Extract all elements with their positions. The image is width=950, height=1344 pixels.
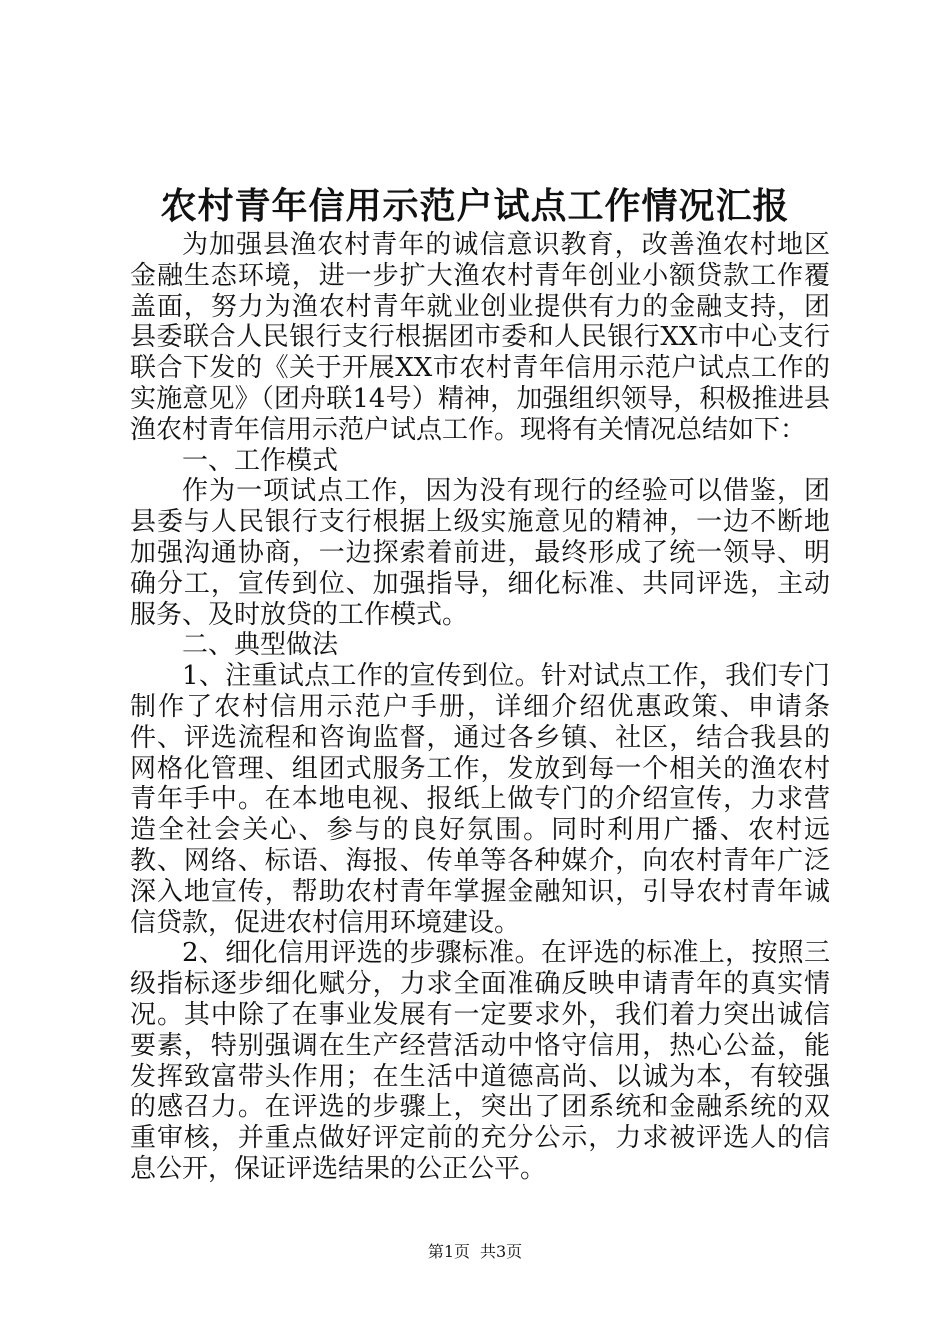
- document-body: [130, 230, 830, 1185]
- practice-1-paragraph: 1、注重试点工作的宣传到位。针对试点工作，我们专门制作了农村信用示范户手册，详细介绍优惠政策、申请条件、评选流程和咨询监督，通过各乡镇、社区，结合我县的网格化管理、组团式服务工作，发放到每一个相关的渔农村青年手中。在本地电视、报纸上做专门的介绍宣传，力求营造全社会关心、参与的良好氛围。同时利用广播、农村远教、网络、标语、海报、传单等各种媒介，向农村青年广泛深入地宣传，帮助农村青年掌握金融知识，引导农村青年诚信贷款，促进农村信用环境建设。: [130, 661, 830, 938]
- page-number: 第1页: [427, 1242, 470, 1261]
- section-heading-work-mode: 一、工作模式: [182, 445, 339, 476]
- page-footer: [0, 1241, 950, 1263]
- page-total: 共3页: [480, 1242, 523, 1261]
- section-heading-typical-practices: 二、典型做法: [182, 630, 339, 661]
- document-title: 农村青年信用示范户试点工作情况汇报: [160, 185, 790, 227]
- work-mode-paragraph: 作为一项试点工作，因为没有现行的经验可以借鉴，团县委与人民银行支行根据上级实施意见的精神，一边不断地加强沟通协商，一边探索着前进，最终形成了统一领导、明确分工，宣传到位、加强指导，细化标准、共同评选，主动服务、及时放贷的工作模式。: [130, 476, 830, 630]
- intro-paragraph: 为加强县渔农村青年的诚信意识教育，改善渔农村地区金融生态环境，进一步扩大渔农村青年创业小额贷款工作覆盖面，努力为渔农村青年就业创业提供有力的金融支持，团县委联合人民银行支行根据团市委和人民银行XX市中心支行联合下发的《关于开展XX市农村青年信用示范户试点工作的实施意见》（团舟联14号）精神，加强组织领导，积极推进县渔农村青年信用示范户试点工作。现将有关情况总结如下：: [130, 230, 830, 445]
- practice-2-paragraph: 2、细化信用评选的步骤标准。在评选的标准上，按照三级指标逐步细化赋分，力求全面准确反映申请青年的真实情况。其中除了在事业发展有一定要求外，我们着力突出诚信要素，特别强调在生产经营活动中恪守信用，热心公益，能发挥致富带头作用；在生活中道德高尚、以诚为本，有较强的感召力。在评选的步骤上，突出了团系统和金融系统的双重审核，并重点做好评定前的充分公示，力求被评选人的信息公开，保证评选结果的公正公平。: [130, 938, 830, 1184]
